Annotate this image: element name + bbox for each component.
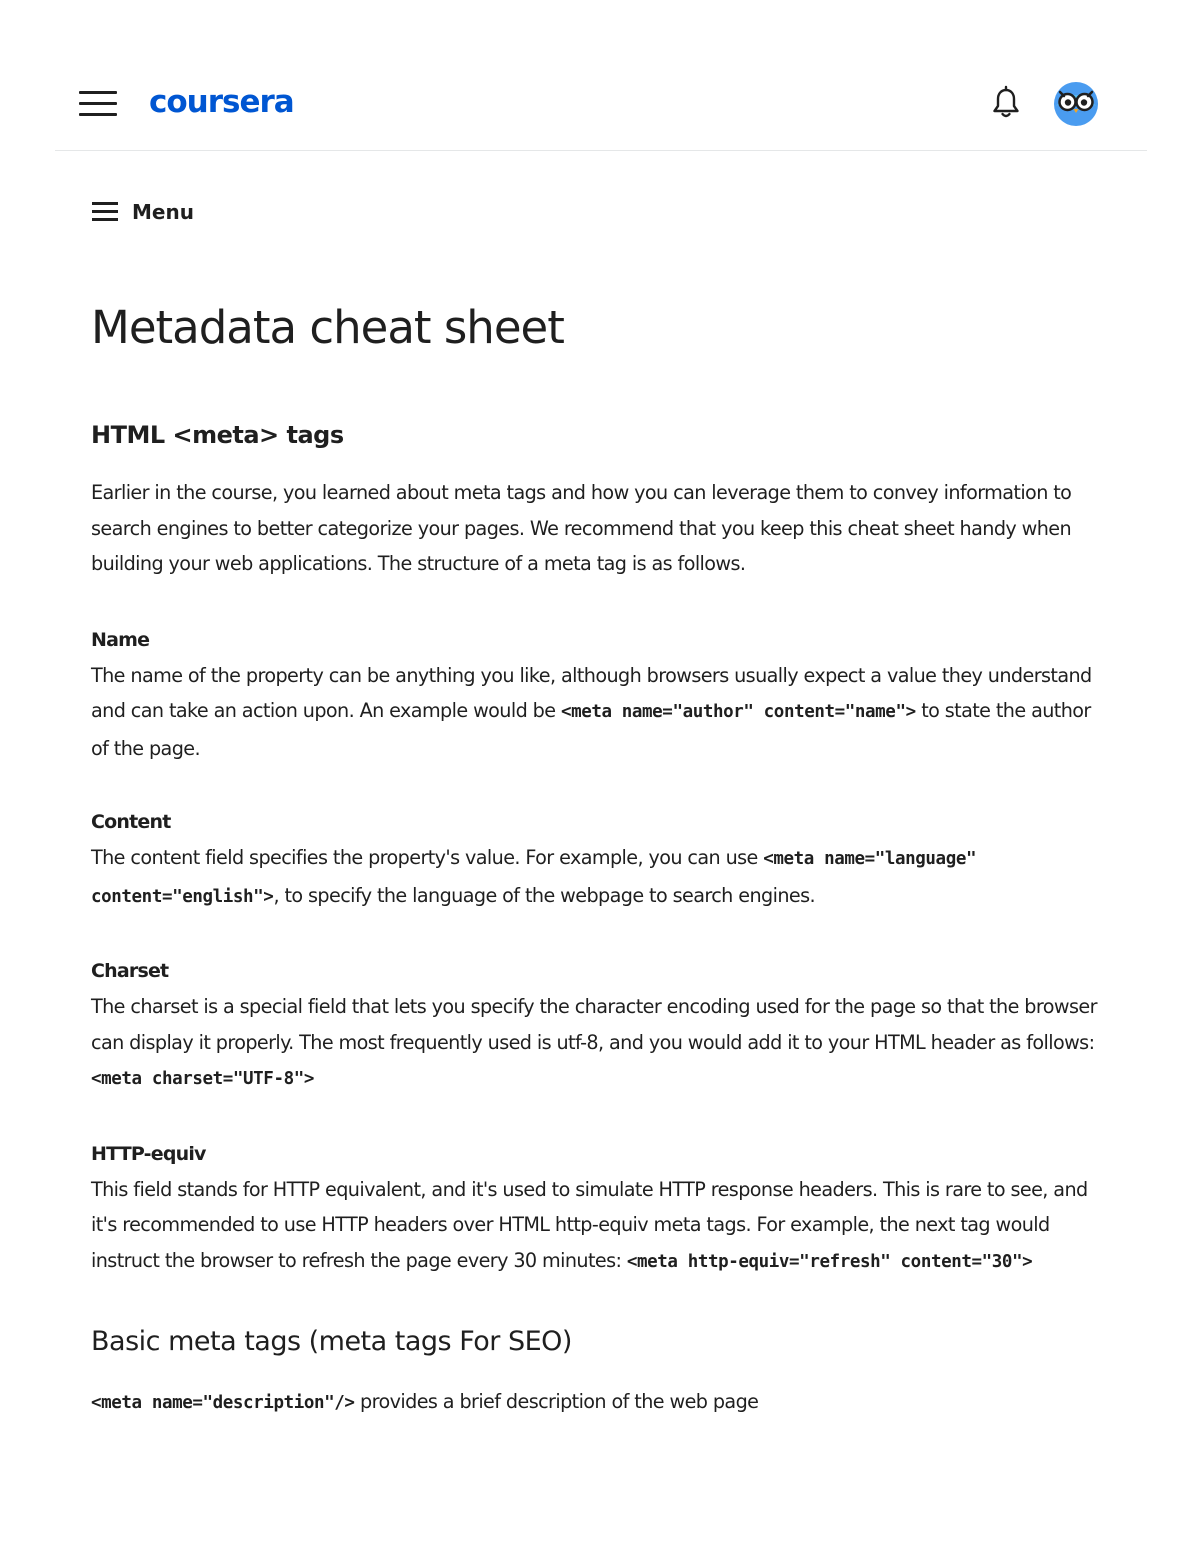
content-paragraph [91, 840, 1111, 915]
subheading-content: Content [91, 811, 171, 833]
bell-icon[interactable] [988, 85, 1024, 121]
coursera-logo[interactable]: coursera [149, 84, 294, 120]
subheading-charset: Charset [91, 960, 169, 982]
description-text: provides a brief description of the web page [354, 1390, 759, 1413]
name-text-start: The name of the property can be anything you like, although browsers usually expect a value they understand and can take an action upon. An example would be [91, 663, 1092, 722]
section-heading-basic-meta-tags: Basic meta tags (meta tags For SEO) [91, 1326, 572, 1357]
http-equiv-code-example: <meta http-equiv="refresh" content="30"> [626, 1251, 1033, 1272]
content-text-start: The content field specifies the property's value. For example, you can use [91, 846, 764, 869]
description-code-example: <meta name="description"/> [91, 1393, 355, 1413]
menu-lines-icon [92, 201, 118, 223]
intro-paragraph: Earlier in the course, you learned about meta tags and how you can leverage them to convey information to search engines to better categorize your pages. We recommend that you keep this cheat sheet handy when building your web applications. The structure of a meta tag is as follows. [91, 481, 1072, 575]
name-paragraph [91, 658, 1111, 767]
article-content [91, 290, 1111, 1422]
charset-paragraph [91, 989, 1111, 1098]
top-navigation-bar [55, 0, 1147, 151]
subheading-http-equiv: HTTP-equiv [91, 1142, 206, 1165]
name-code-example: <meta name="author" content="name"> [560, 702, 916, 722]
course-menu-button[interactable] [92, 196, 194, 228]
content-text-end: , to specify the language of the webpage to search engines. [273, 883, 815, 907]
content-code-example: <meta name="language" content="english"> [91, 849, 977, 907]
section-heading-html-meta-tags: HTML <meta> tags [91, 421, 344, 449]
main-menu-hamburger-icon[interactable] [79, 88, 117, 118]
http-equiv-paragraph [91, 1172, 1111, 1281]
charset-text: The charset is a special field that lets you specify the character encoding used for the page so that the browser can display it properly. The most frequently used is utf-8, and you would add it to your HTML header as follows: [91, 995, 1097, 1054]
menu-button-label: Menu [132, 200, 194, 224]
page-title: Metadata cheat sheet [91, 301, 564, 354]
http-equiv-text: This field stands for HTTP equivalent, and it's used to simulate HTTP response headers. This is rare to see, and it's recommended to use HTTP headers over HTML http-equiv meta tags. For example, the next tag would instruct the browser to refresh the page every 30 minutes: [91, 1177, 1088, 1272]
name-text-end: to state the author of the page. [91, 699, 1091, 760]
profile-avatar-owl-icon[interactable] [1052, 80, 1100, 128]
subheading-name: Name [91, 628, 150, 651]
description-tag-line [91, 1384, 1111, 1422]
charset-code-example: <meta charset="UTF-8"> [91, 1069, 314, 1089]
